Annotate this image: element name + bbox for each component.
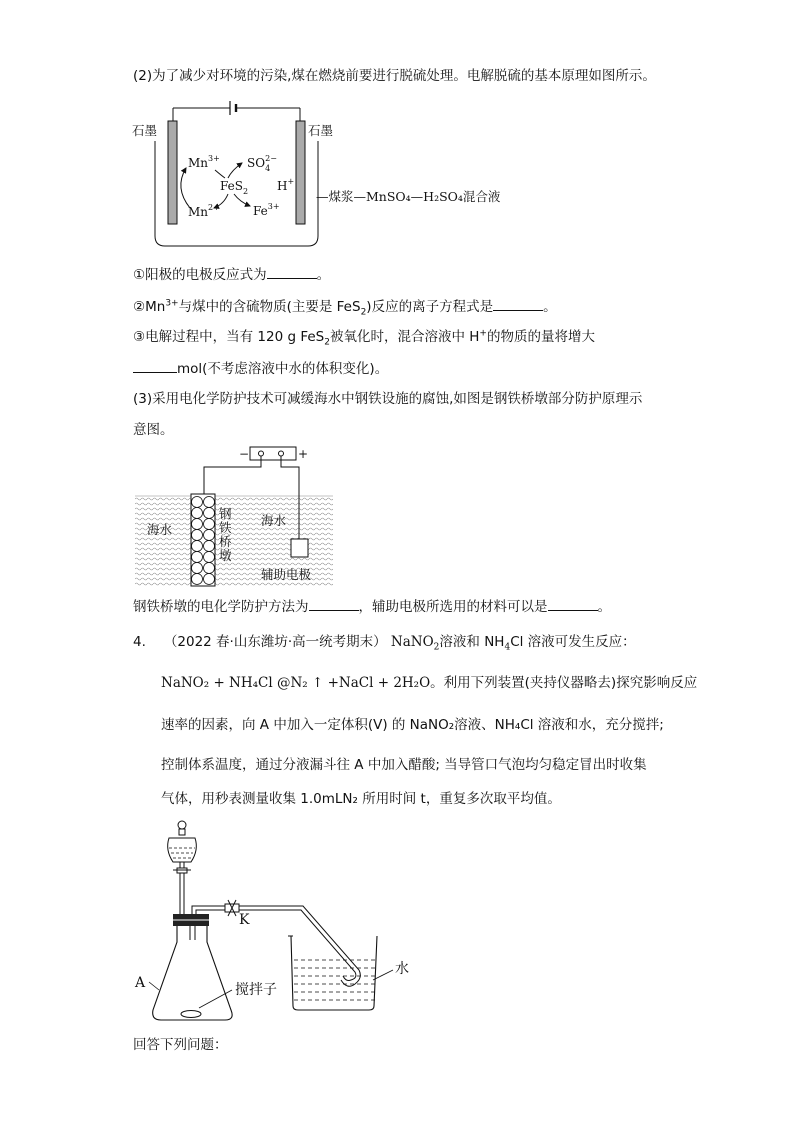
sea-left-label: 海水 [147,522,173,537]
answer-blank-5[interactable] [548,597,598,611]
q3-intro-2: 意图。 [133,422,174,438]
q3-question: 钢铁桥墩的电化学防护方法为 ，辅助电极所选用的材料可以是 。 [133,599,611,615]
so4-label: $SO_42-$ [247,154,277,173]
q2-item2: $②Mn^{3+}$与煤中的含硫物质(主要是 FeS$_2$)反应的离子方程式是 。 [133,298,557,318]
q2-intro: (2)为了减少对环境的污染,煤在燃烧前要进行脱硫处理。电解脱硫的基本原理如图所示。 [133,68,656,84]
valve-label-k: K [239,912,250,928]
answer-blank-4[interactable] [309,597,359,611]
q4-equation-line: NaNO₂ + NH₄Cl @N₂ ↑ +NaCl + 2H₂O。利用下列装置(夹持仪器略去)探究影响反应 [161,675,698,691]
water-label: 水 [395,961,409,977]
q2-item3: ③电解过程中，当有 120 g FeS$_2$被氧化时，混合溶液中 H+的物质的量将增大 [133,328,595,348]
h-plus-label: H+ [277,177,295,193]
aux-electrode-label: 辅助电极 [261,567,312,582]
pier-label-4: 墩 [219,548,232,563]
q2-item3-line2: mol(不考虑溶液中水的体积变化)。 [133,359,388,378]
stirrer-label: 搅拌子 [235,982,277,998]
pier-label-3: 桥 [219,534,232,549]
q4-stem-5: 气体，用秒表测量收集 1.0mLN₂ 所用时间 t，重复多次取平均值。 [161,791,561,807]
flask-label-a: A [135,975,146,991]
right-graphite-label: 石墨 [308,123,334,138]
plus-label: + [298,447,309,461]
answer-prompt: 回答下列问题： [133,1037,228,1053]
pier-label-1: 钢 [219,506,232,521]
q2-item1: ①阳极的电极反应式为 。 [133,267,331,283]
mn3-label: $Mn^{3+}$ [188,154,220,170]
left-graphite-label: 石墨 [132,123,158,138]
minus-label: − [239,447,250,461]
q4-stem-3: 速率的因素，向 A 中加入一定体积(V) 的 NaNO₂溶液、NH₄Cl 溶液和水，充分搅拌; [161,717,664,733]
electrolysis-diagram [130,96,530,251]
fe3-label: $Fe^{3+}$ [253,202,280,218]
answer-blank-3[interactable] [133,359,177,373]
pier-protection-diagram [135,446,335,588]
answer-blank-2[interactable] [493,297,543,311]
slurry-label: —煤浆—MnSO₄—H₂SO₄混合液 [316,189,501,204]
fes2-label: FeS$_2$ [220,179,249,196]
apparatus-diagram [133,820,433,1032]
q4-header: 4. （2022 春·山东潍坊·高一统考期末） NaNO$_2$溶液和 $NH_4Cl$ 溶液可发生反应： [133,634,636,653]
sea-right-label: 海水 [261,513,287,528]
answer-blank-1[interactable] [267,265,317,279]
pier-label-2: 铁 [219,520,232,535]
q3-intro-1: (3)采用电化学防护技术可减缓海水中钢铁设施的腐蚀,如图是钢铁桥墩部分防护原理示 [133,391,643,407]
mn2-label: $Mn^{2+}$ [188,203,220,219]
q4-stem-4: 控制体系温度，通过分液漏斗往 A 中加入醋酸; 当导管口气泡均匀稳定冒出时收集 [161,757,647,773]
